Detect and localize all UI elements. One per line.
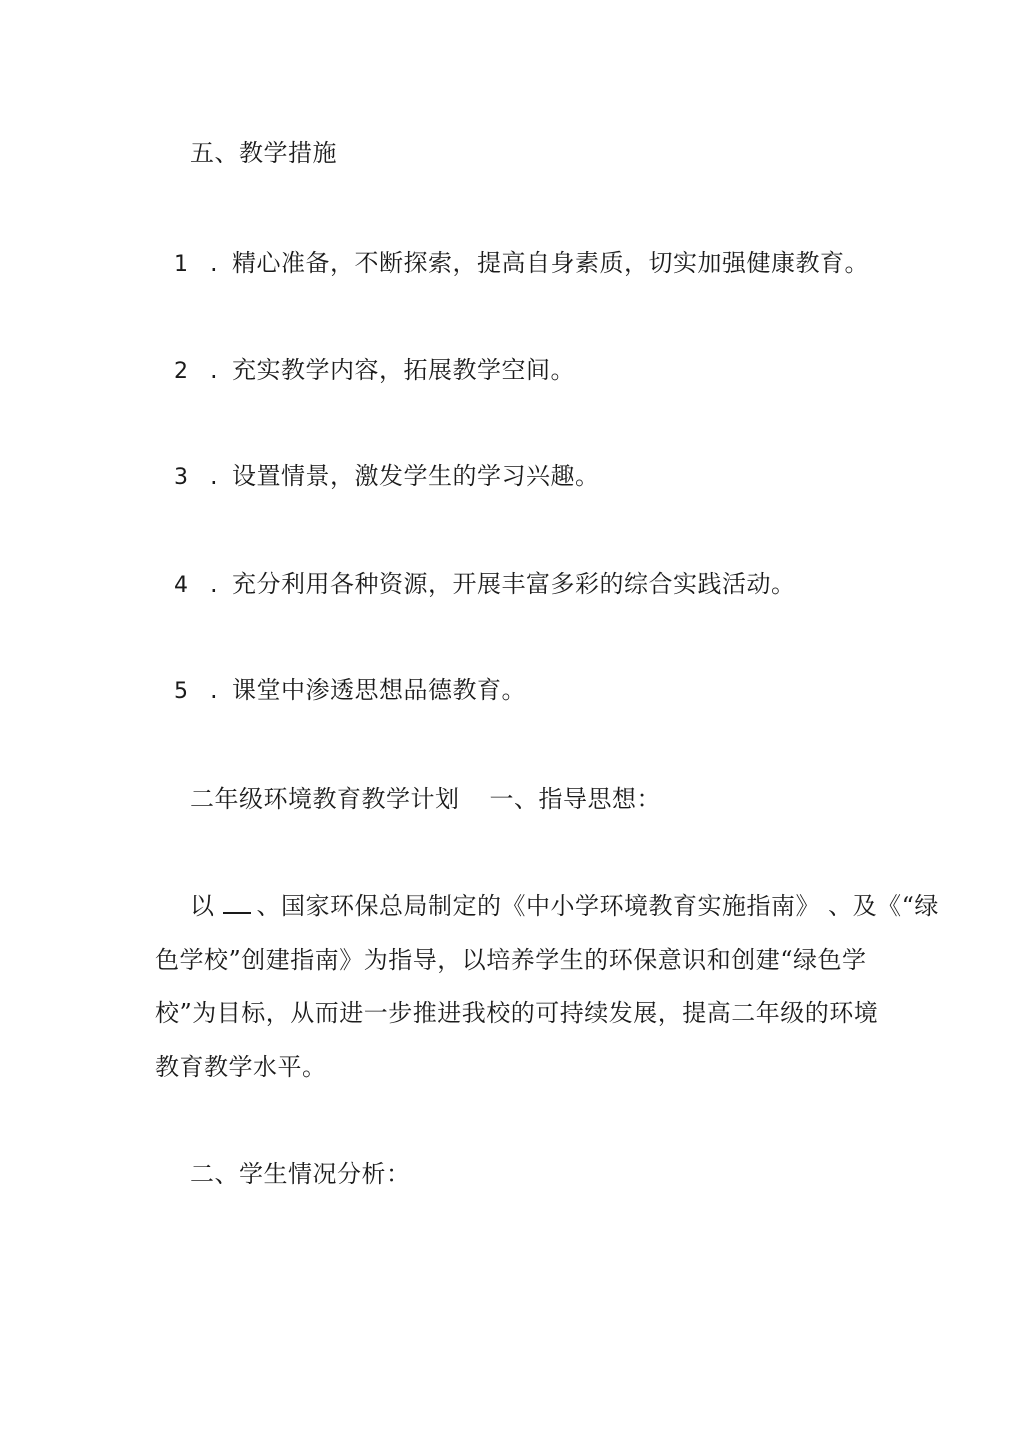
item-text: 充实教学内容，拓展教学空间。 — [232, 356, 575, 384]
section-heading: 二、学生情况分析： — [190, 1160, 411, 1188]
paragraph-text: 、国家环保总局制定的《中小学环境教育实施指南》 、及《“绿 — [256, 892, 939, 920]
section-heading: 一、指导思想： — [489, 785, 661, 813]
list-item — [174, 674, 526, 708]
item-text: 课堂中渗透思想品德教育。 — [232, 676, 526, 704]
paragraph-line: 色学校”创建指南》为指导，以培养学生的环保意识和创建“绿色学 — [155, 946, 867, 974]
item-number: 1 — [174, 252, 189, 277]
item-separator: . — [210, 462, 219, 490]
item-separator: . — [210, 676, 219, 704]
item-text: 设置情景，激发学生的学习兴趣。 — [232, 462, 600, 490]
item-number: 3 — [174, 465, 189, 490]
plan-title: 二年级环境教育教学计划 — [190, 785, 460, 813]
paragraph-line: 校”为目标，从而进一步推进我校的可持续发展，提高二年级的环境 — [155, 999, 879, 1027]
list-item — [174, 247, 869, 281]
section-heading: 五、教学措施 — [190, 139, 337, 167]
item-separator: . — [210, 249, 219, 277]
item-separator: . — [210, 356, 219, 384]
paragraph-line: 教育教学水平。 — [155, 1053, 327, 1081]
item-number: 4 — [174, 573, 189, 598]
list-item — [174, 568, 796, 602]
item-text: 精心准备，不断探索，提高自身素质，切实加强健康教育。 — [232, 249, 869, 277]
paragraph-start: 以 — [190, 892, 215, 920]
list-item — [174, 460, 600, 494]
fill-blank — [223, 890, 251, 914]
list-item — [174, 354, 575, 388]
item-text: 充分利用各种资源，开展丰富多彩的综合实践活动。 — [232, 570, 796, 598]
item-number: 2 — [174, 359, 189, 384]
item-separator: . — [210, 570, 219, 598]
paragraph-line — [190, 890, 939, 922]
item-number: 5 — [174, 679, 189, 704]
plan-title-line — [190, 783, 661, 815]
